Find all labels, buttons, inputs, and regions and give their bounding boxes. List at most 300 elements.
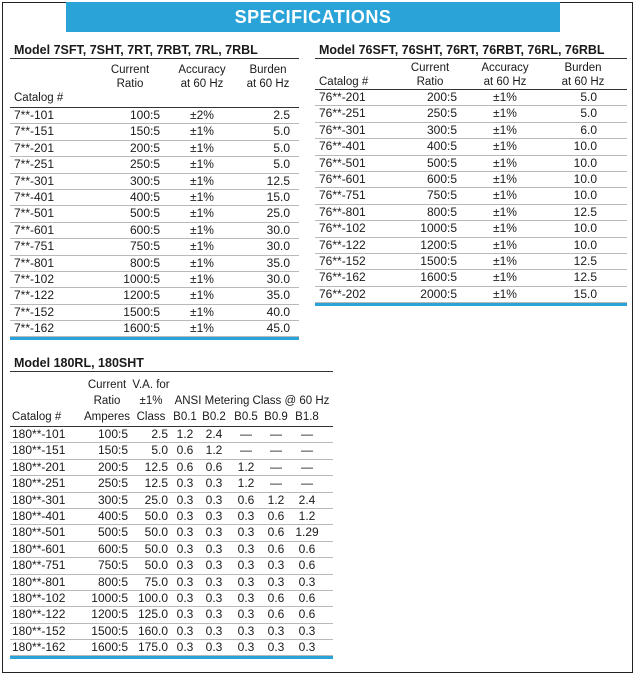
- catalog-cell: 76**-401: [319, 139, 366, 154]
- accuracy-cell: ±2%: [190, 108, 214, 122]
- accuracy-cell: ±1%: [190, 157, 214, 172]
- va-class-cell: 25.0: [144, 492, 168, 507]
- b02-cell: 0.3: [205, 558, 223, 573]
- ratio-cell: 250:5: [426, 106, 457, 121]
- table-row: [315, 139, 627, 155]
- table-row: [10, 558, 333, 574]
- burden-cell: 10.0: [573, 188, 597, 203]
- burden-cell: 45.0: [266, 321, 290, 336]
- burden-cell: 12.5: [266, 173, 290, 188]
- table-row: [315, 172, 627, 188]
- b05-cell: —: [240, 427, 252, 441]
- header-burden-freq: at 60 Hz: [561, 76, 605, 88]
- catalog-cell: 180**-101: [12, 427, 66, 441]
- ratio-cell: 1000:5: [91, 590, 128, 605]
- ratio-cell: 1000:5: [123, 271, 160, 286]
- va-class-cell: 125.0: [137, 607, 168, 622]
- table-row: [315, 287, 627, 303]
- b09-cell: 0.6: [267, 590, 285, 605]
- accuracy-cell: ±1%: [190, 304, 214, 319]
- b02-cell: 0.6: [205, 459, 223, 474]
- b05-cell: 0.3: [237, 607, 255, 622]
- va-class-cell: 75.0: [144, 574, 168, 589]
- header-b18: B1.8: [295, 411, 319, 423]
- model-180-spec-table: [10, 355, 333, 659]
- catalog-cell: 180**-152: [12, 623, 66, 638]
- ratio-cell: 200:5: [97, 459, 128, 474]
- table-row: [10, 509, 333, 525]
- b09-cell: 0.6: [267, 508, 285, 523]
- ratio-cell: 750:5: [426, 188, 457, 203]
- catalog-cell: 180**-251: [12, 476, 66, 491]
- table-row: [10, 206, 299, 222]
- accuracy-cell: ±1%: [493, 188, 517, 203]
- header-b09: B0.9: [264, 411, 288, 423]
- table-row: [10, 607, 333, 623]
- header-va-class: Class: [136, 411, 166, 423]
- ratio-cell: 600:5: [426, 171, 457, 186]
- header-ansi-class: ANSI Metering Class @ 60 Hz: [174, 395, 330, 407]
- table-row: [10, 190, 299, 206]
- b18-cell: 0.3: [298, 640, 316, 655]
- catalog-cell: 180**-201: [12, 459, 66, 474]
- b18-cell: 0.6: [298, 558, 316, 573]
- catalog-cell: 7**-152: [14, 304, 55, 319]
- header-ratio: Ratio: [416, 76, 444, 88]
- ratio-cell: 1600:5: [420, 270, 457, 285]
- b05-cell: 0.3: [237, 541, 255, 556]
- b09-cell: —: [270, 476, 282, 491]
- table-row: [315, 156, 627, 172]
- b01-cell: 0.3: [176, 558, 194, 573]
- ratio-cell: 400:5: [426, 139, 457, 154]
- burden-cell: 10.0: [573, 237, 597, 252]
- b09-cell: —: [270, 427, 282, 441]
- catalog-cell: 180**-151: [12, 443, 66, 458]
- header-va-for: V.A. for: [132, 379, 170, 391]
- ratio-cell: 800:5: [97, 574, 128, 589]
- catalog-cell: 76**-162: [319, 270, 366, 285]
- ratio-cell: 750:5: [129, 239, 160, 254]
- table-bottom-rule: [10, 656, 333, 659]
- burden-cell: 5.0: [273, 124, 290, 139]
- va-class-cell: 50.0: [144, 558, 168, 573]
- catalog-cell: 7**-251: [14, 157, 55, 172]
- accuracy-cell: ±1%: [190, 321, 214, 336]
- b01-cell: 0.3: [176, 525, 194, 540]
- table-header: [315, 59, 627, 89]
- b18-cell: —: [301, 443, 313, 458]
- burden-cell: 10.0: [573, 139, 597, 154]
- table-row: [10, 640, 333, 656]
- table-row: [10, 443, 333, 459]
- burden-cell: 30.0: [266, 222, 290, 237]
- table-row: [10, 157, 299, 173]
- table-header: [10, 372, 333, 426]
- catalog-cell: 180**-301: [12, 492, 66, 507]
- table-row: [315, 123, 627, 139]
- ratio-cell: 400:5: [97, 508, 128, 523]
- burden-cell: 30.0: [266, 239, 290, 254]
- table-row: [10, 575, 333, 591]
- catalog-cell: 76**-251: [319, 106, 366, 121]
- catalog-cell: 7**-401: [14, 189, 55, 204]
- b05-cell: 0.3: [237, 623, 255, 638]
- b02-cell: 0.3: [205, 607, 223, 622]
- catalog-cell: 76**-501: [319, 155, 366, 170]
- catalog-cell: 76**-751: [319, 188, 366, 203]
- catalog-cell: 180**-162: [12, 640, 66, 655]
- accuracy-cell: ±1%: [190, 288, 214, 303]
- header-current: Current: [410, 62, 450, 74]
- specifications-banner: SPECIFICATIONS: [66, 2, 560, 32]
- ratio-cell: 300:5: [426, 122, 457, 137]
- burden-cell: 2.5: [273, 108, 290, 122]
- b02-cell: 1.2: [205, 443, 223, 458]
- catalog-cell: 7**-501: [14, 206, 55, 221]
- table-row: [10, 460, 333, 476]
- accuracy-cell: ±1%: [190, 206, 214, 221]
- ratio-cell: 250:5: [129, 157, 160, 172]
- burden-cell: 12.5: [573, 253, 597, 268]
- ratio-cell: 150:5: [129, 124, 160, 139]
- accuracy-cell: ±1%: [493, 122, 517, 137]
- b02-cell: 0.3: [205, 476, 223, 491]
- b05-cell: 0.3: [237, 574, 255, 589]
- table-row: [10, 141, 299, 157]
- catalog-cell: 76**-202: [319, 286, 366, 301]
- catalog-cell: 76**-122: [319, 237, 366, 252]
- catalog-cell: 7**-122: [14, 288, 55, 303]
- accuracy-cell: ±1%: [493, 106, 517, 121]
- ratio-cell: 100:5: [129, 108, 160, 122]
- accuracy-cell: ±1%: [493, 90, 517, 104]
- b02-cell: 0.3: [205, 640, 223, 655]
- table-bottom-rule: [315, 303, 627, 306]
- b09-cell: —: [270, 443, 282, 458]
- ratio-cell: 1200:5: [91, 607, 128, 622]
- b18-cell: —: [301, 427, 313, 441]
- table-row: [315, 188, 627, 204]
- table-row: [10, 542, 333, 558]
- va-class-cell: 50.0: [144, 525, 168, 540]
- b05-cell: 0.3: [237, 590, 255, 605]
- catalog-cell: 76**-801: [319, 204, 366, 219]
- b02-cell: 0.3: [205, 623, 223, 638]
- va-class-cell: 175.0: [137, 640, 168, 655]
- table-title: Model 76SFT, 76SHT, 76RT, 76RBT, 76RL, 76RBL: [315, 42, 627, 59]
- ratio-cell: 1500:5: [91, 623, 128, 638]
- catalog-cell: 7**-751: [14, 239, 55, 254]
- ratio-cell: 250:5: [97, 476, 128, 491]
- accuracy-cell: ±1%: [493, 253, 517, 268]
- b01-cell: 0.3: [176, 574, 194, 589]
- burden-cell: 15.0: [266, 189, 290, 204]
- table-row: [315, 205, 627, 221]
- table-row: [10, 305, 299, 321]
- table-row: [315, 238, 627, 254]
- b18-cell: 0.6: [298, 590, 316, 605]
- table-row: [10, 624, 333, 640]
- table-row: [10, 321, 299, 337]
- table-row: [10, 223, 299, 239]
- table-row: [315, 106, 627, 122]
- burden-cell: 25.0: [266, 206, 290, 221]
- header-catalog: Catalog #: [14, 92, 64, 104]
- accuracy-cell: ±1%: [190, 173, 214, 188]
- header-accuracy: Accuracy: [178, 64, 226, 76]
- table-row: [10, 591, 333, 607]
- b09-cell: 1.2: [267, 492, 285, 507]
- table-row: [10, 476, 333, 492]
- table-row: [10, 493, 333, 509]
- b09-cell: 0.3: [267, 574, 285, 589]
- table-row: [10, 427, 333, 443]
- header-current: Current: [110, 64, 150, 76]
- va-class-cell: 160.0: [137, 623, 168, 638]
- va-class-cell: 2.5: [151, 427, 168, 441]
- b09-cell: 0.6: [267, 541, 285, 556]
- header-ratio: Ratio: [116, 78, 144, 90]
- accuracy-cell: ±1%: [493, 155, 517, 170]
- b18-cell: —: [301, 459, 313, 474]
- b01-cell: 0.3: [176, 541, 194, 556]
- b05-cell: 0.3: [237, 525, 255, 540]
- b01-cell: 0.3: [176, 607, 194, 622]
- b18-cell: 1.29: [295, 525, 319, 540]
- burden-cell: 5.0: [580, 90, 597, 104]
- table-body: [10, 107, 299, 337]
- catalog-cell: 180**-501: [12, 525, 66, 540]
- catalog-cell: 7**-102: [14, 271, 55, 286]
- ratio-cell: 150:5: [97, 443, 128, 458]
- header-amperes: Amperes: [84, 411, 131, 423]
- b09-cell: 0.3: [267, 640, 285, 655]
- table-row: [315, 221, 627, 237]
- b05-cell: 0.3: [237, 508, 255, 523]
- accuracy-cell: ±1%: [493, 286, 517, 301]
- b09-cell: 0.3: [267, 623, 285, 638]
- catalog-cell: 7**-601: [14, 222, 55, 237]
- accuracy-cell: ±1%: [190, 255, 214, 270]
- catalog-cell: 7**-151: [14, 124, 55, 139]
- table-bottom-rule: [10, 337, 299, 340]
- b18-cell: 0.3: [298, 623, 316, 638]
- b18-cell: 1.2: [298, 508, 316, 523]
- ratio-cell: 1000:5: [420, 221, 457, 236]
- ratio-cell: 200:5: [129, 140, 160, 155]
- catalog-cell: 7**-162: [14, 321, 55, 336]
- ratio-cell: 1200:5: [420, 237, 457, 252]
- accuracy-cell: ±1%: [190, 222, 214, 237]
- b01-cell: 0.3: [176, 476, 194, 491]
- catalog-cell: 76**-152: [319, 253, 366, 268]
- va-class-cell: 50.0: [144, 508, 168, 523]
- b01-cell: 0.6: [176, 459, 194, 474]
- catalog-cell: 180**-751: [12, 558, 66, 573]
- table-row: [10, 525, 333, 541]
- ratio-cell: 300:5: [129, 173, 160, 188]
- catalog-cell: 7**-801: [14, 255, 55, 270]
- header-catalog: Catalog #: [12, 411, 62, 423]
- catalog-cell: 180**-401: [12, 508, 66, 523]
- table-title: Model 7SFT, 7SHT, 7RT, 7RBT, 7RL, 7RBL: [10, 42, 299, 59]
- ratio-cell: 500:5: [426, 155, 457, 170]
- ratio-cell: 1600:5: [123, 321, 160, 336]
- table-row: [10, 272, 299, 288]
- catalog-cell: 7**-101: [14, 108, 55, 122]
- ratio-cell: 750:5: [97, 558, 128, 573]
- table-header: [10, 59, 299, 107]
- table-row: [10, 288, 299, 304]
- b09-cell: —: [270, 459, 282, 474]
- burden-cell: 5.0: [273, 157, 290, 172]
- ratio-cell: 1600:5: [91, 640, 128, 655]
- header-current: Current: [87, 379, 127, 391]
- catalog-cell: 76**-102: [319, 221, 366, 236]
- table-row: [315, 270, 627, 286]
- catalog-cell: 7**-201: [14, 140, 55, 155]
- burden-cell: 40.0: [266, 304, 290, 319]
- accuracy-cell: ±1%: [190, 271, 214, 286]
- ratio-cell: 1200:5: [123, 288, 160, 303]
- burden-cell: 35.0: [266, 255, 290, 270]
- header-accuracy-freq: at 60 Hz: [483, 76, 527, 88]
- burden-cell: 5.0: [273, 140, 290, 155]
- ratio-cell: 1500:5: [123, 304, 160, 319]
- b02-cell: 0.3: [205, 492, 223, 507]
- b18-cell: 0.3: [298, 574, 316, 589]
- b18-cell: —: [301, 476, 313, 491]
- ratio-cell: 400:5: [129, 189, 160, 204]
- b05-cell: 1.2: [237, 459, 255, 474]
- b18-cell: 0.6: [298, 607, 316, 622]
- header-catalog: Catalog #: [319, 76, 369, 88]
- b02-cell: 0.3: [205, 574, 223, 589]
- header-accuracy-freq: at 60 Hz: [180, 78, 224, 90]
- b02-cell: 0.3: [205, 590, 223, 605]
- va-class-cell: 50.0: [144, 541, 168, 556]
- b02-cell: 0.3: [205, 541, 223, 556]
- ratio-cell: 2000:5: [420, 286, 457, 301]
- model-7-spec-table: [10, 42, 299, 340]
- header-b02: B0.2: [202, 411, 226, 423]
- burden-cell: 30.0: [266, 271, 290, 286]
- b05-cell: —: [240, 443, 252, 458]
- catalog-cell: 180**-102: [12, 590, 66, 605]
- ratio-cell: 500:5: [97, 525, 128, 540]
- burden-cell: 35.0: [266, 288, 290, 303]
- table-row: [10, 239, 299, 255]
- accuracy-cell: ±1%: [493, 237, 517, 252]
- catalog-cell: 180**-122: [12, 607, 66, 622]
- b18-cell: 0.6: [298, 541, 316, 556]
- b09-cell: 0.6: [267, 525, 285, 540]
- va-class-cell: 100.0: [137, 590, 168, 605]
- accuracy-cell: ±1%: [493, 221, 517, 236]
- ratio-cell: 600:5: [129, 222, 160, 237]
- header-b05: B0.5: [234, 411, 258, 423]
- burden-cell: 10.0: [573, 221, 597, 236]
- b01-cell: 0.3: [176, 508, 194, 523]
- table-title: Model 180RL, 180SHT: [10, 355, 333, 372]
- table-row: [315, 90, 627, 106]
- ratio-cell: 300:5: [97, 492, 128, 507]
- b18-cell: 2.4: [298, 492, 316, 507]
- ratio-cell: 800:5: [129, 255, 160, 270]
- burden-cell: 10.0: [573, 155, 597, 170]
- table-row: [10, 124, 299, 140]
- va-class-cell: 12.5: [144, 476, 168, 491]
- burden-cell: 5.0: [580, 106, 597, 121]
- b01-cell: 0.3: [176, 492, 194, 507]
- header-ratio: Ratio: [93, 395, 121, 407]
- table-row: [10, 256, 299, 272]
- catalog-cell: 76**-201: [319, 90, 366, 104]
- header-burden-freq: at 60 Hz: [246, 78, 290, 90]
- catalog-cell: 7**-301: [14, 173, 55, 188]
- ratio-cell: 100:5: [97, 427, 128, 441]
- b02-cell: 0.3: [205, 508, 223, 523]
- header-burden: Burden: [249, 64, 287, 76]
- va-class-cell: 5.0: [151, 443, 168, 458]
- b05-cell: 1.2: [237, 476, 255, 491]
- b02-cell: 2.4: [205, 427, 223, 441]
- b05-cell: 0.3: [237, 558, 255, 573]
- header-burden: Burden: [564, 62, 602, 74]
- b01-cell: 0.3: [176, 590, 194, 605]
- burden-cell: 12.5: [573, 204, 597, 219]
- accuracy-cell: ±1%: [493, 139, 517, 154]
- catalog-cell: 180**-801: [12, 574, 66, 589]
- table-body: [10, 426, 333, 656]
- ratio-cell: 200:5: [426, 90, 457, 104]
- b01-cell: 1.2: [176, 427, 194, 441]
- b05-cell: 0.6: [237, 492, 255, 507]
- catalog-cell: 180**-601: [12, 541, 66, 556]
- accuracy-cell: ±1%: [190, 189, 214, 204]
- ratio-cell: 600:5: [97, 541, 128, 556]
- model-76-spec-table: [315, 42, 627, 306]
- ratio-cell: 500:5: [129, 206, 160, 221]
- table-row: [315, 254, 627, 270]
- accuracy-cell: ±1%: [493, 204, 517, 219]
- table-row: [10, 174, 299, 190]
- va-class-cell: 12.5: [144, 459, 168, 474]
- table-body: [315, 89, 627, 303]
- accuracy-cell: ±1%: [190, 140, 214, 155]
- accuracy-cell: ±1%: [493, 171, 517, 186]
- ratio-cell: 800:5: [426, 204, 457, 219]
- ratio-cell: 1500:5: [420, 253, 457, 268]
- catalog-cell: 76**-601: [319, 171, 366, 186]
- header-b01: B0.1: [173, 411, 197, 423]
- burden-cell: 12.5: [573, 270, 597, 285]
- header-va-accuracy: ±1%: [139, 395, 163, 407]
- burden-cell: 10.0: [573, 171, 597, 186]
- b02-cell: 0.3: [205, 525, 223, 540]
- accuracy-cell: ±1%: [190, 239, 214, 254]
- b09-cell: 0.6: [267, 607, 285, 622]
- b09-cell: 0.3: [267, 558, 285, 573]
- accuracy-cell: ±1%: [493, 270, 517, 285]
- burden-cell: 15.0: [573, 286, 597, 301]
- header-accuracy: Accuracy: [481, 62, 529, 74]
- accuracy-cell: ±1%: [190, 124, 214, 139]
- catalog-cell: 76**-301: [319, 122, 366, 137]
- burden-cell: 6.0: [580, 122, 597, 137]
- table-row: [10, 108, 299, 124]
